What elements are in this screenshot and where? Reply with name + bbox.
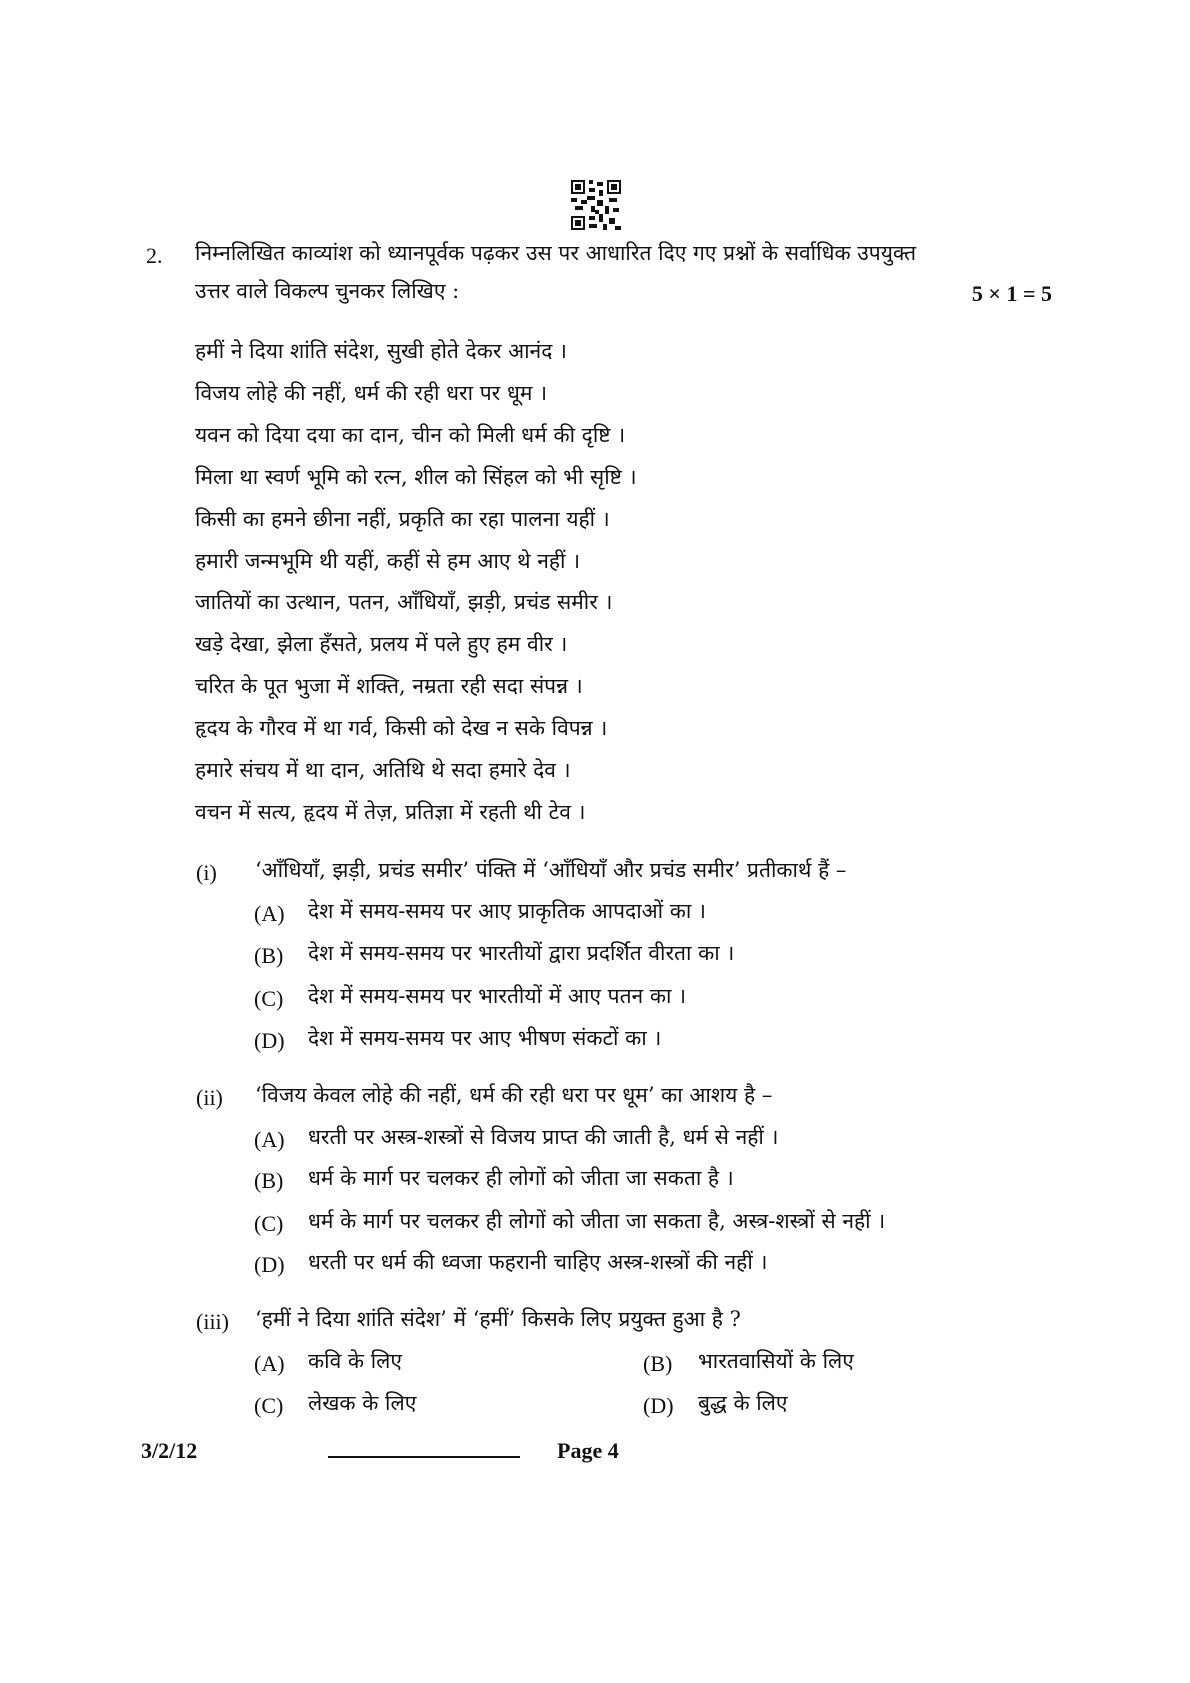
option-label: (C)	[254, 1211, 284, 1236]
option-text: देश में समय-समय पर भारतीयों में आए पतन का ।	[308, 984, 687, 1008]
option-text: देश में समय-समय पर भारतीयों द्वारा प्रदर्शित वीरता का ।	[308, 941, 735, 965]
option-text: भारतवासियों के लिए	[698, 1349, 854, 1373]
poem-line: किसी का हमने छीना नहीं, प्रकृति का रहा पालना यहीं ।	[195, 506, 610, 531]
subquestion-label: (iii)	[196, 1309, 229, 1334]
poem-line: वचन में सत्य, हृदय में तेज़, प्रतिज्ञा में रहती थी टेव ।	[195, 799, 586, 824]
question-marks: 5 × 1 = 5	[971, 281, 1052, 306]
option-text: धरती पर धर्म की ध्वजा फहरानी चाहिए अस्त्र-शस्त्रों की नहीं ।	[308, 1250, 768, 1274]
question-instruction: निम्नलिखित काव्यांश को ध्यानपूर्वक पढ़कर उस पर आधारित दिए गए प्रश्नों के सर्वाधिक उपयुक्त	[195, 241, 917, 265]
option-text: बुद्ध के लिए	[698, 1391, 788, 1415]
footer-rule	[328, 1456, 520, 1458]
poem-line: जातियों का उत्थान, पतन, आँधियाँ, झड़ी, प्रचंड समीर ।	[195, 590, 613, 615]
question-number: 2.	[146, 243, 163, 268]
poem-line: यवन को दिया दया का दान, चीन को मिली धर्म की दृष्टि ।	[195, 422, 626, 447]
option-label: (D)	[643, 1393, 674, 1418]
qr-code	[571, 180, 621, 230]
poem-line: चरित के पूत भुजा में शक्ति, नम्रता रही सदा संपन्न ।	[195, 674, 583, 699]
poem-line: हमीं ने दिया शांति संदेश, सुखी होते देकर आनंद ।	[195, 339, 567, 363]
poem-line: हृदय के गौरव में था गर्व, किसी को देख न सके विपन्न ।	[195, 716, 608, 741]
poem-line: विजय लोहे की नहीं, धर्म की रही धरा पर धूम ।	[195, 380, 548, 405]
paper-code: 3/2/12	[141, 1438, 198, 1463]
option-text: धरती पर अस्त्र-शस्त्रों से विजय प्राप्त की जाती है, धर्म से नहीं ।	[308, 1125, 779, 1149]
option-label: (A)	[254, 901, 285, 926]
option-text: कवि के लिए	[308, 1349, 403, 1373]
option-label: (B)	[254, 1168, 284, 1193]
subquestion-text: ‘आँधियाँ, झड़ी, प्रचंड समीर’ पंक्ति में ‘आँधियाँ और प्रचंड समीर’ प्रतीकार्थ हैं –	[255, 858, 847, 882]
poem-line: खड़े देखा, झेला हँसते, प्रलय में पले हुए हम वीर ।	[195, 632, 568, 657]
poem-line: हमारे संचय में था दान, अतिथि थे सदा हमारे देव ।	[195, 758, 571, 782]
option-text: लेखक के लिए	[308, 1391, 417, 1415]
subquestion-text: ‘हमीं ने दिया शांति संदेश’ में ‘हमीं’ किसके लिए प्रयुक्त हुआ है ?	[255, 1307, 741, 1331]
poem-line: मिला था स्वर्ण भूमि को रत्न, शील को सिंहल को भी सृष्टि ।	[195, 464, 637, 489]
question-instruction-cont: उत्तर वाले विकल्प चुनकर लिखिए :	[195, 279, 460, 303]
option-text: देश में समय-समय पर आए प्राकृतिक आपदाओं का ।	[308, 899, 706, 923]
option-label: (C)	[254, 986, 284, 1011]
option-label: (D)	[254, 1028, 285, 1053]
option-label: (A)	[254, 1127, 285, 1152]
option-label: (C)	[254, 1393, 284, 1418]
option-label: (D)	[254, 1252, 285, 1277]
option-text: देश में समय-समय पर आए भीषण संकटों का ।	[308, 1026, 662, 1050]
option-text: धर्म के मार्ग पर चलकर ही लोगों को जीता जा सकता है ।	[308, 1166, 734, 1190]
page-number: Page 4	[557, 1438, 619, 1463]
subquestion-label: (ii)	[196, 1085, 223, 1110]
subquestion-text: ‘विजय केवल लोहे की नहीं, धर्म की रही धरा पर धूम’ का आशय है –	[255, 1083, 773, 1107]
option-text: धर्म के मार्ग पर चलकर ही लोगों को जीता जा सकता है, अस्त्र-शस्त्रों से नहीं ।	[308, 1209, 886, 1233]
poem-line: हमारी जन्मभूमि थी यहीं, कहीं से हम आए थे नहीं ।	[195, 548, 581, 573]
option-label: (A)	[254, 1351, 285, 1376]
subquestion-label: (i)	[196, 860, 217, 885]
option-label: (B)	[643, 1351, 673, 1376]
option-label: (B)	[254, 943, 284, 968]
